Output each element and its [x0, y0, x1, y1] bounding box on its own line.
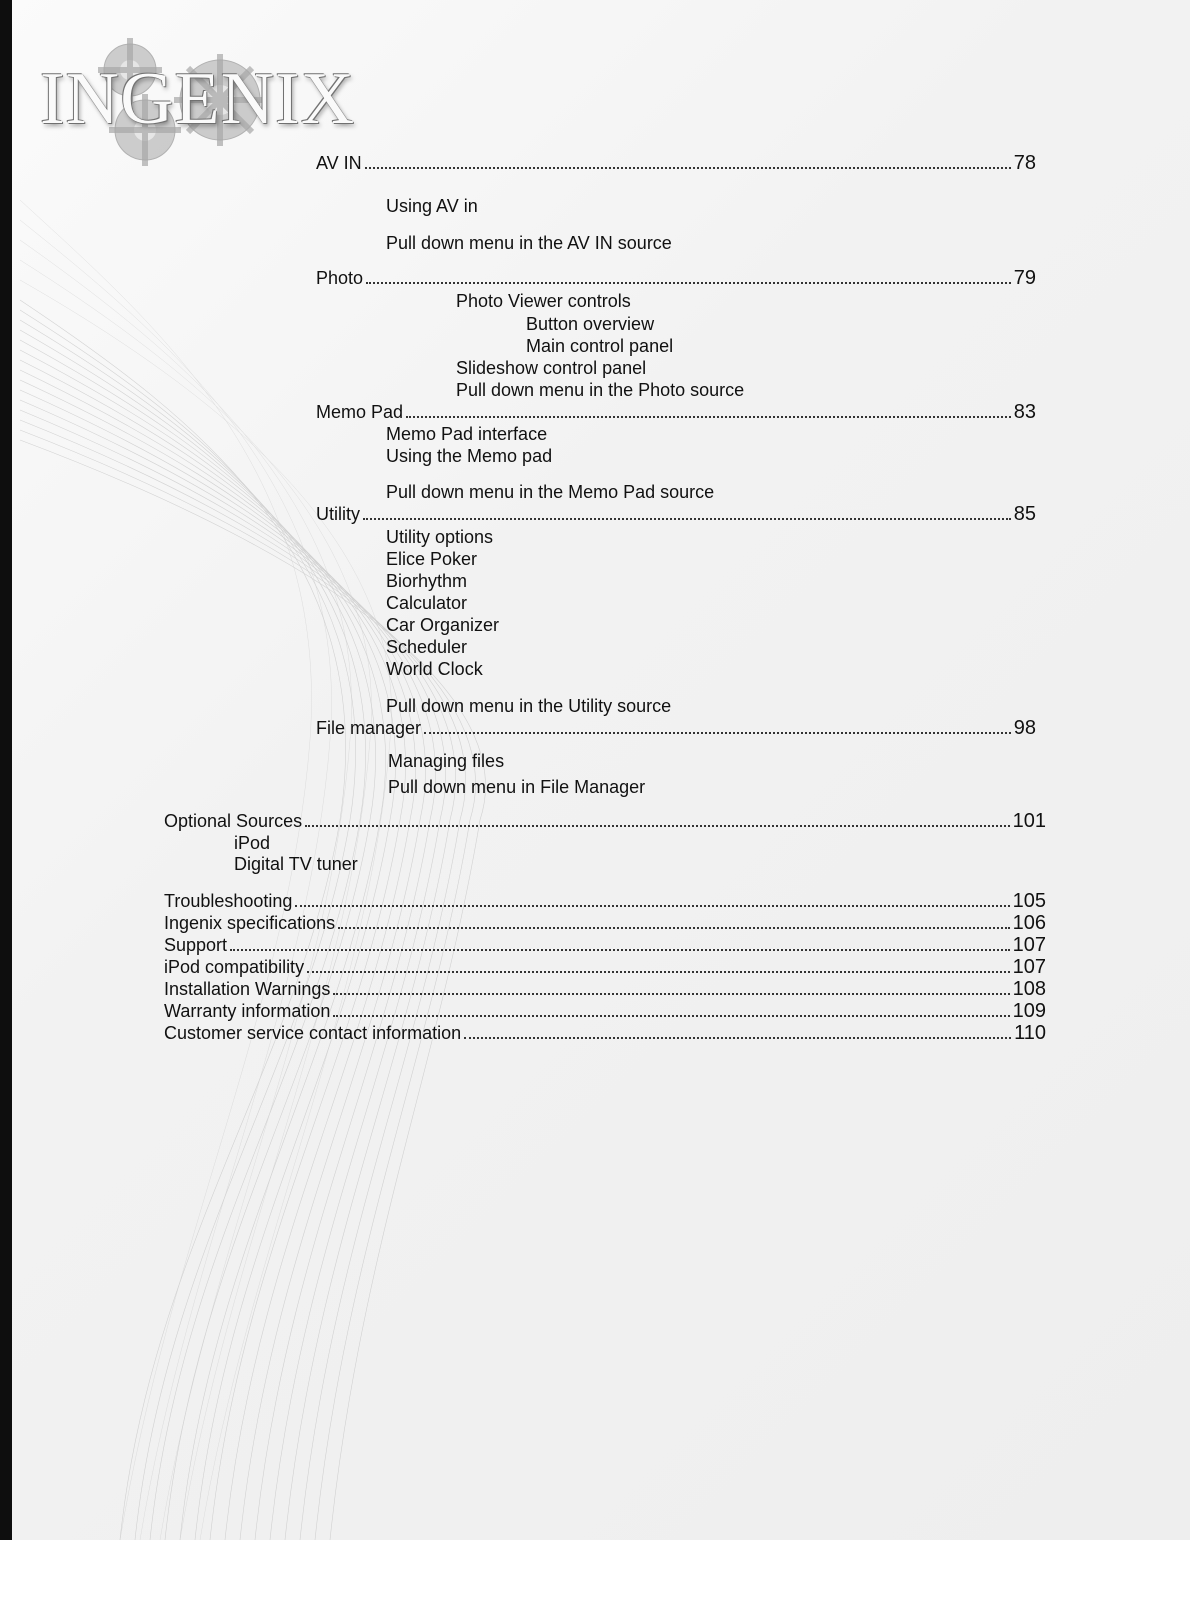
toc-subentry[interactable]: Pull down menu in the Photo source	[456, 380, 745, 400]
toc-subentry[interactable]: Digital TV tuner	[234, 854, 358, 874]
toc-entry-label: iPod compatibility	[164, 957, 305, 977]
toc-entry-optional-sources[interactable]	[164, 810, 1046, 832]
toc-entry-label: Troubleshooting	[164, 891, 293, 911]
toc-subentry[interactable]: Pull down menu in File Manager	[388, 777, 646, 797]
toc-entry-page: 108	[1012, 978, 1046, 1000]
toc-subentry[interactable]: Car Organizer	[386, 615, 500, 635]
toc-entry-label: Customer service contact information	[164, 1023, 462, 1043]
toc-subentry[interactable]: Slideshow control panel	[456, 358, 647, 378]
toc-entry-warranty[interactable]	[164, 1000, 1046, 1022]
toc-subentry[interactable]: iPod	[234, 833, 271, 853]
toc-entry-label: Utility	[316, 504, 360, 524]
toc-subentry[interactable]: Utility options	[386, 527, 494, 547]
toc-entry-file-manager[interactable]	[316, 717, 1036, 739]
toc-entry-label: File manager	[316, 718, 422, 738]
toc-entry-page: 101	[1012, 810, 1046, 832]
toc-entry-memo-pad[interactable]	[316, 401, 1036, 423]
toc-entry-label: Installation Warnings	[164, 979, 331, 999]
toc-entry-customer-service[interactable]	[164, 1022, 1046, 1044]
toc-entry-page: 83	[1013, 401, 1036, 423]
toc-entry-label: Memo Pad	[316, 402, 404, 422]
toc-entry-page: 106	[1012, 912, 1046, 934]
toc-subentry[interactable]: Using the Memo pad	[386, 446, 553, 466]
toc-entry-specifications[interactable]	[164, 912, 1046, 934]
toc-entry-av-in[interactable]	[316, 152, 1036, 174]
toc-entry-label: Support	[164, 935, 228, 955]
toc-entry-page: 78	[1013, 152, 1036, 174]
toc-subentry[interactable]: Biorhythm	[386, 571, 468, 591]
toc-entry-label: Optional Sources	[164, 811, 303, 831]
toc-entry-label: Ingenix specifications	[164, 913, 336, 933]
dot-leader	[365, 167, 1011, 169]
toc-entry-utility[interactable]	[316, 503, 1036, 525]
dot-leader	[366, 282, 1011, 284]
toc-entry-page: 79	[1013, 267, 1036, 289]
toc-subentry[interactable]: Pull down menu in the Memo Pad source	[386, 482, 715, 502]
toc-entry-troubleshooting[interactable]	[164, 890, 1046, 912]
toc-entry-support[interactable]	[164, 934, 1046, 956]
left-binding-bar	[0, 0, 12, 1540]
toc-entry-page: 110	[1014, 1022, 1046, 1044]
toc-subentry[interactable]: Managing files	[388, 751, 505, 771]
toc-entry-photo[interactable]	[316, 267, 1036, 289]
toc-subentry[interactable]: Calculator	[386, 593, 468, 613]
toc-entry-installation-warnings[interactable]	[164, 978, 1046, 1000]
toc-subentry[interactable]: Main control panel	[526, 336, 674, 356]
toc-subentry[interactable]: Using AV in	[386, 196, 478, 216]
toc-entry-ipod-compatibility[interactable]	[164, 956, 1046, 978]
dot-leader	[333, 1015, 1009, 1017]
dot-leader	[307, 971, 1010, 973]
toc-subentry[interactable]: Memo Pad interface	[386, 424, 548, 444]
toc-entry-label: Warranty information	[164, 1001, 331, 1021]
toc-subentry[interactable]: Pull down menu in the Utility source	[386, 696, 672, 716]
toc-entry-page: 109	[1012, 1000, 1046, 1022]
toc-subentry[interactable]: Elice Poker	[386, 549, 478, 569]
toc-entry-page: 85	[1013, 503, 1036, 525]
brand-logo: INGENIX	[40, 58, 356, 140]
dot-leader	[305, 825, 1010, 827]
dot-leader	[406, 416, 1011, 418]
dot-leader	[295, 905, 1009, 907]
toc-subentry[interactable]: Pull down menu in the AV IN source	[386, 233, 672, 253]
toc-entry-page: 107	[1012, 956, 1046, 978]
toc-subentry[interactable]: Scheduler	[386, 637, 468, 657]
dot-leader	[230, 949, 1010, 951]
toc-subentry[interactable]: Button overview	[526, 314, 655, 334]
toc-entry-label: AV IN	[316, 153, 362, 173]
toc-subentry[interactable]: Photo Viewer controls	[456, 291, 631, 311]
dot-leader	[333, 993, 1009, 995]
toc-subentry[interactable]: World Clock	[386, 659, 483, 679]
toc-entry-page: 98	[1013, 717, 1036, 739]
toc-entry-label: Photo	[316, 268, 364, 288]
toc-entry-page: 107	[1012, 934, 1046, 956]
toc-entry-page: 105	[1012, 890, 1046, 912]
dot-leader	[338, 927, 1010, 929]
dot-leader	[464, 1037, 1011, 1039]
dot-leader	[424, 732, 1011, 734]
dot-leader	[363, 518, 1011, 520]
